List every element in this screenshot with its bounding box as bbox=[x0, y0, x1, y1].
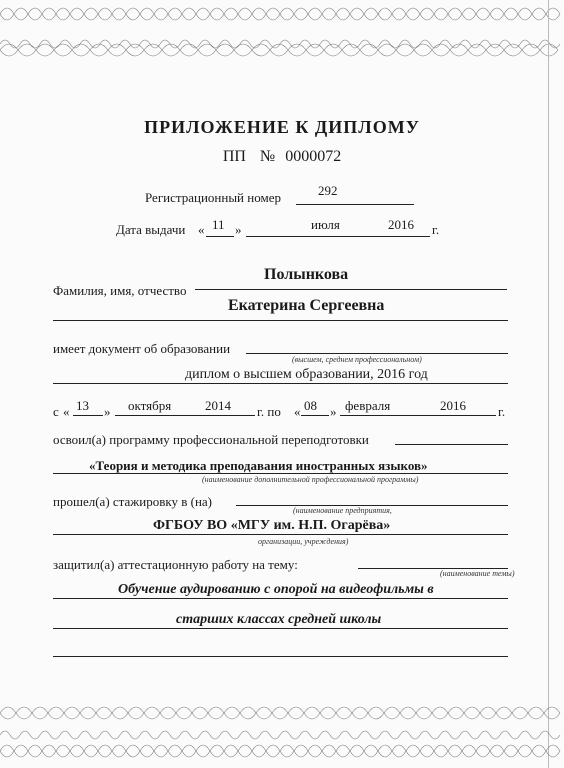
scan-edge-line bbox=[548, 0, 549, 768]
surname-value: Полынкова bbox=[264, 266, 349, 283]
education-doc-value: диплом о высшем образовании, 2016 год bbox=[185, 367, 428, 382]
internship-value-underline bbox=[53, 534, 508, 535]
issue-month: июля bbox=[311, 217, 340, 232]
series-prefix: ПП bbox=[222, 148, 246, 165]
period-from-close-quote: » bbox=[104, 404, 111, 419]
issue-day: 11 bbox=[212, 217, 225, 232]
period-from-open-quote: « bbox=[63, 404, 70, 419]
document-number: 0000072 bbox=[285, 148, 342, 165]
issue-year-suffix: г. bbox=[432, 222, 440, 237]
period-from-prefix: с bbox=[53, 404, 59, 419]
period-to-suffix: г. bbox=[498, 404, 506, 419]
bottom-guilloche-border bbox=[0, 695, 564, 768]
period-to-day-underline bbox=[301, 415, 329, 416]
given-names-value: Екатерина Сергеевна bbox=[228, 297, 385, 314]
thesis-label: защитил(а) аттестационную работу на тему: bbox=[53, 557, 298, 572]
internship-value: ФГБОУ ВО «МГУ им. Н.П. Огарёва» bbox=[153, 518, 391, 533]
registration-value: 292 bbox=[318, 183, 338, 198]
period-to-month-year-underline bbox=[340, 415, 496, 416]
top-guilloche-border bbox=[0, 0, 564, 70]
document-number-row bbox=[0, 148, 564, 166]
period-from-month-year-underline bbox=[115, 415, 255, 416]
period-from-month: октября bbox=[128, 398, 172, 413]
period-from-day-underline bbox=[73, 415, 103, 416]
fullname-label: Фамилия, имя, отчество bbox=[53, 283, 187, 298]
registration-label: Регистрационный номер bbox=[145, 190, 281, 205]
thesis-value-line-2: старших классах средней школы bbox=[176, 612, 382, 627]
period-to-day: 08 bbox=[304, 398, 317, 413]
program-value-underline bbox=[53, 473, 508, 474]
thesis-value-line-1: Обучение аудированию с опорой на видеофильмы в bbox=[118, 582, 434, 597]
education-doc-label: имеет документ об образовании bbox=[53, 341, 231, 356]
period-to-open-quote: « bbox=[294, 404, 301, 419]
period-from-year: 2014 bbox=[205, 398, 231, 413]
period-to-month: февраля bbox=[345, 398, 391, 413]
thesis-line-2-underline bbox=[53, 628, 508, 629]
internship-hint-1: (наименование предприятия, bbox=[293, 506, 392, 515]
program-value: «Теория и методика преподавания иностранных языков» bbox=[89, 458, 428, 473]
registration-underline bbox=[296, 204, 414, 205]
issue-date-open-quote: « bbox=[198, 222, 205, 237]
program-label: освоил(а) программу профессиональной переподготовки bbox=[53, 432, 369, 447]
education-doc-value-underline bbox=[53, 383, 508, 384]
program-hint: (наименование дополнительной профессиональной программы) bbox=[202, 475, 419, 484]
thesis-line-3-underline bbox=[53, 656, 508, 657]
issue-month-year-underline bbox=[246, 236, 430, 237]
thesis-line-1-underline bbox=[53, 598, 508, 599]
issue-day-underline bbox=[206, 236, 234, 237]
internship-hint-2: организации, учреждения) bbox=[258, 537, 349, 546]
education-doc-hint: (высшем, среднем профессиональном) bbox=[292, 355, 422, 364]
internship-label: прошел(а) стажировку в (на) bbox=[53, 494, 213, 509]
fullname-underline-2 bbox=[53, 320, 508, 321]
document-title: ПРИЛОЖЕНИЕ К ДИПЛОМУ bbox=[144, 117, 420, 137]
issue-year: 2016 bbox=[388, 217, 414, 232]
issue-date-label: Дата выдачи bbox=[116, 222, 186, 237]
issue-date-close-quote: » bbox=[235, 222, 242, 237]
period-from-day: 13 bbox=[76, 398, 89, 413]
period-from-suffix: г. по bbox=[257, 404, 281, 419]
program-label-underline bbox=[395, 444, 508, 445]
thesis-hint: (наименование темы) bbox=[440, 569, 515, 578]
period-to-close-quote: » bbox=[330, 404, 337, 419]
education-doc-underline bbox=[246, 353, 508, 354]
number-sign: № bbox=[259, 148, 276, 165]
period-to-year: 2016 bbox=[440, 398, 466, 413]
fullname-underline-1 bbox=[195, 289, 507, 290]
